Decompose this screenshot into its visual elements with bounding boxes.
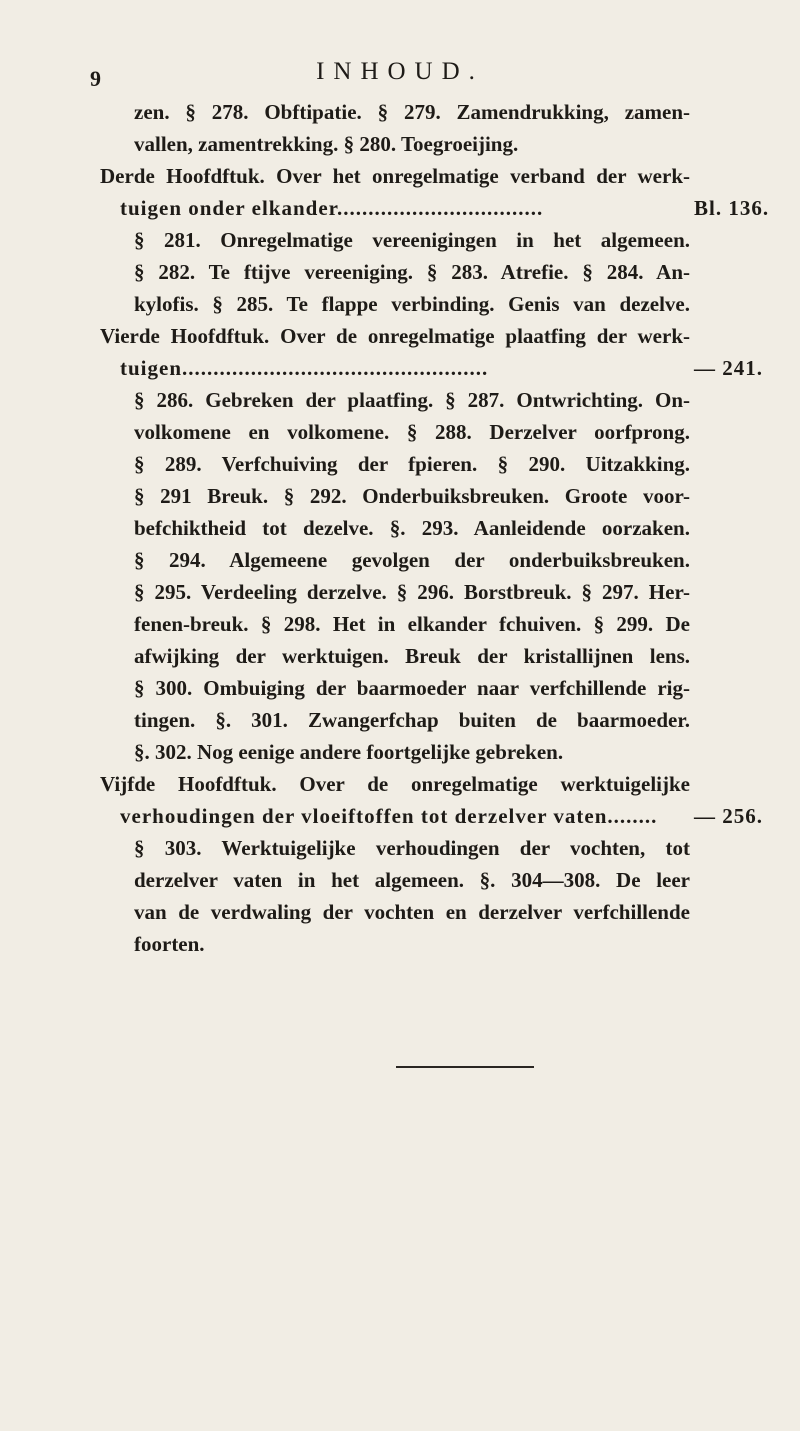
toc-line-text: § 303. Werktuigelijke verhoudingen der vochten, tot [134,836,690,860]
toc-line [100,544,690,576]
toc-line-text: afwijking der werktuigen. Breuk der kristallijnen lens. [134,644,690,668]
toc-line-text: tuigen onder elkander................................. [120,196,544,220]
toc-line [100,864,690,896]
toc-line-text: volkomene en volkomene. § 288. Derzelver oorfprong. [134,420,690,444]
toc-line-text: fenen-breuk. § 298. Het in elkander fchuiven. § 299. De [134,612,690,636]
toc-line [100,928,690,960]
toc-line-text: van de verdwaling der vochten en derzelver verfchillende [134,900,690,924]
toc-line [100,416,690,448]
toc-line [100,896,690,928]
toc-line-text: § 300. Ombuiging der baarmoeder naar verfchillende rig- [134,676,690,700]
end-rule [396,1066,534,1068]
toc-line [100,352,763,384]
toc-line [100,576,690,608]
toc-line [100,640,690,672]
toc-line-text: vallen, zamentrekking. § 280. Toegroeijing. [134,132,519,156]
toc-line-text: Vijfde Hoofdftuk. Over de onregelmatige werktuigelijke [100,772,690,796]
toc-line-text: tuigen................................................. [120,356,489,380]
toc-line [100,736,690,768]
toc-line-text: § 294. Algemeene gevolgen der onderbuiksbreuken. [134,548,690,572]
toc-line [100,288,690,320]
toc-line [100,224,690,256]
running-head: INHOUD. [316,58,484,85]
toc-line [100,800,763,832]
toc-line-text: § 281. Onregelmatige vereenigingen in het algemeen. [134,228,690,252]
toc-line [100,608,690,640]
toc-line-text: § 289. Verfchuiving der fpieren. § 290. Uitzakking. [134,452,690,476]
toc-line [100,832,690,864]
toc-line-text: zen. § 278. Obftipatie. § 279. Zamendrukking, zamen- [134,100,690,124]
toc-line [100,448,690,480]
toc-line-text: § 295. Verdeeling derzelve. § 296. Borstbreuk. § 297. Her- [134,580,690,604]
toc-line-text: Derde Hoofdftuk. Over het onregelmatige verband der werk- [100,164,690,188]
toc-line [100,480,690,512]
toc-line [100,768,690,800]
toc-line-text: kylofis. § 285. Te flappe verbinding. Genis van dezelve. [134,292,690,316]
toc-line-text: foorten. [134,932,205,956]
toc-line-text: Vierde Hoofdftuk. Over de onregelmatige plaatfing der werk- [100,324,690,348]
toc-line-text: tingen. §. 301. Zwangerfchap buiten de baarmoeder. [134,708,690,732]
table-of-contents [100,96,770,960]
toc-line-text: derzelver vaten in het algemeen. §. 304—308. De leer [134,868,690,892]
toc-line [100,512,690,544]
toc-line [100,256,690,288]
toc-line-text: § 282. Te ftijve vereeniging. § 283. Atrefie. § 284. An- [134,260,690,284]
toc-line [100,384,690,416]
toc-line-text: § 286. Gebreken der plaatfing. § 287. Ontwrichting. On- [134,388,690,412]
toc-line [100,96,690,128]
page-number: 9 [90,66,101,91]
toc-line-text: § 291 Breuk. § 292. Onderbuiksbreuken. Groote voor- [134,484,690,508]
toc-line-text: verhoudingen der vloeiftoffen tot derzelver vaten........ [120,804,658,828]
toc-line [100,192,770,224]
page-reference: Bl. 136. [694,196,770,220]
toc-line [100,320,690,352]
page-reference: — 241. [694,356,763,380]
toc-line [100,160,690,192]
toc-line-text: befchiktheid tot dezelve. §. 293. Aanleidende oorzaken. [134,516,690,540]
toc-line [100,128,690,160]
toc-line [100,704,690,736]
toc-line [100,672,690,704]
toc-line-text: §. 302. Nog eenige andere foortgelijke gebreken. [134,740,564,764]
page-reference: — 256. [694,804,763,828]
